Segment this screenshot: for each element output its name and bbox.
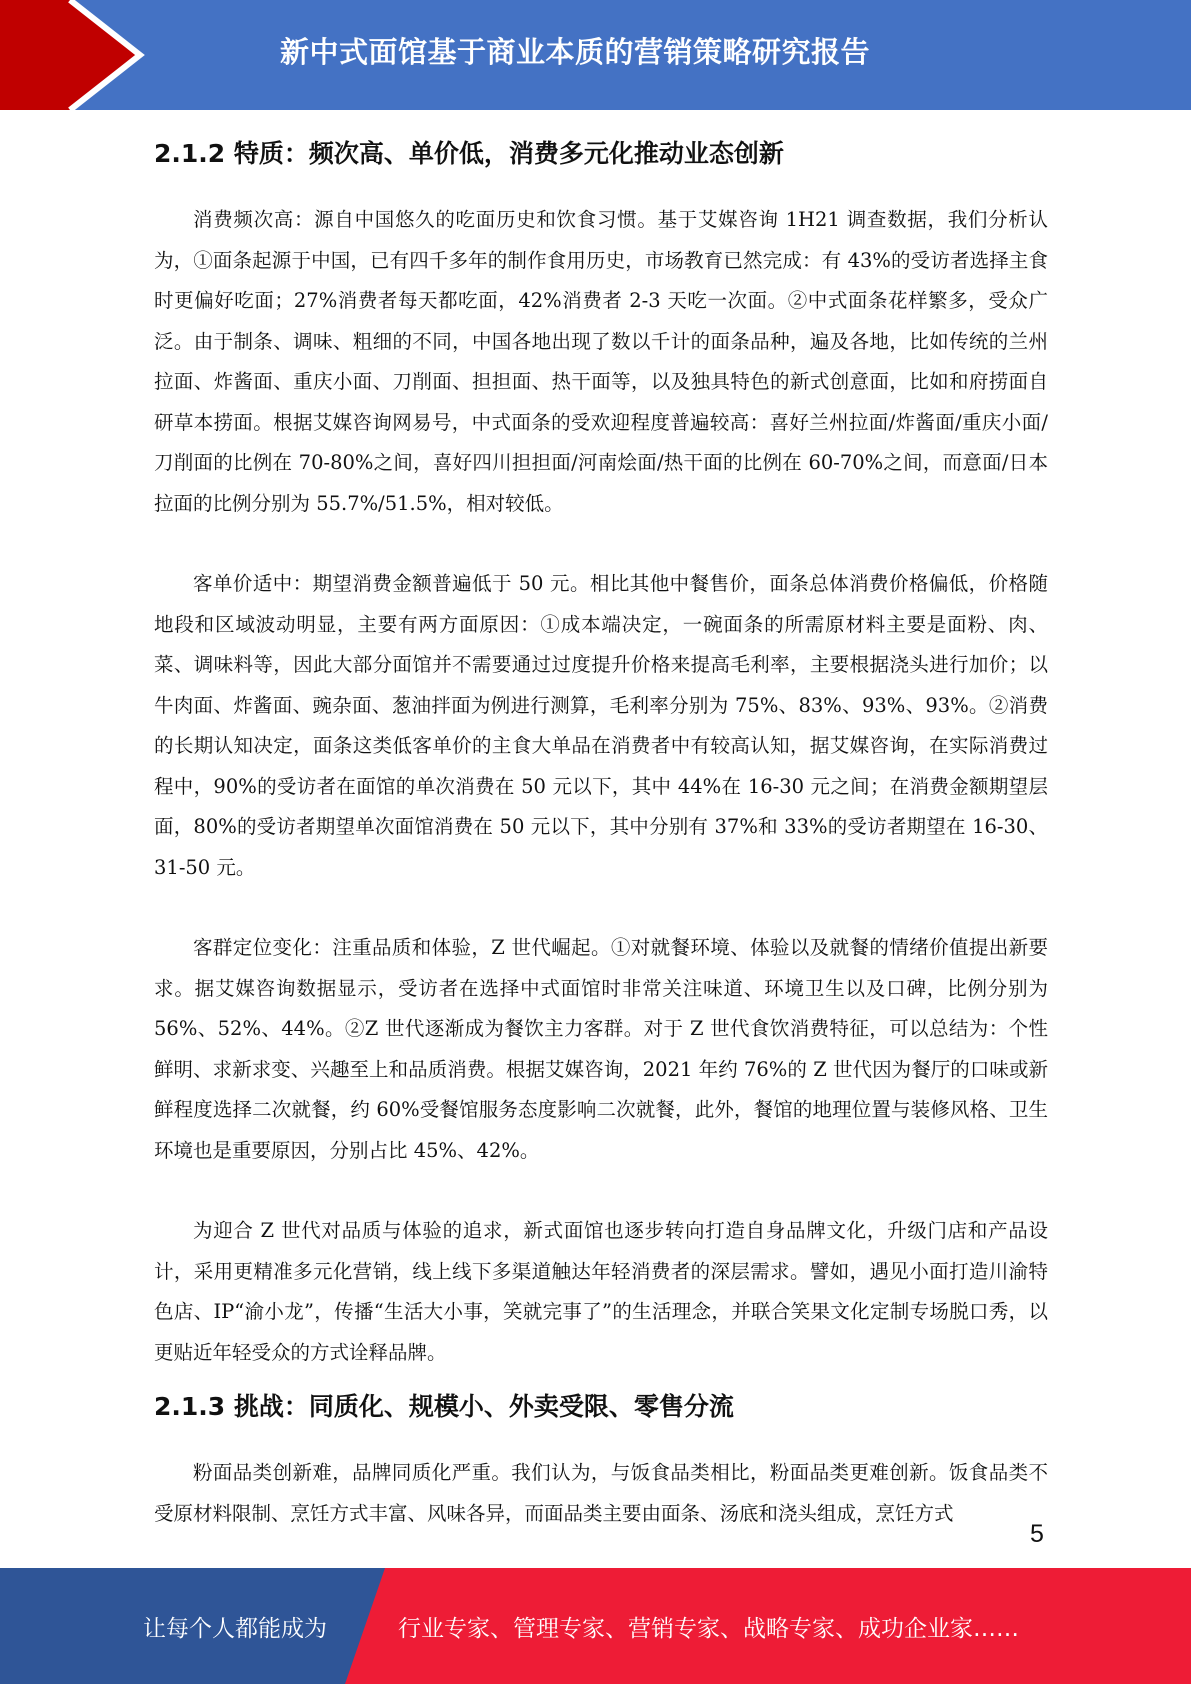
red-chevron-decoration <box>0 0 150 110</box>
page-header <box>0 0 1191 110</box>
page-number: 5 <box>1030 1520 1044 1548</box>
paragraph: 客单价适中：期望消费金额普遍低于 50 元。相比其他中餐售价，面条总体消费价格偏低，价格随地段和区域波动明显，主要有两方面原因：①成本端决定，一碗面条的所需原材料主要是面粉、肉、菜、调味料等，因此大部分面馆并不需要通过过度提升价格来提高毛利率，主要根据浇头进行加价；以牛肉面、炸酱面、豌杂面、葱油拌面为例进行测算，毛利率分别为 75%、83%、93%、93%。②消费的长期认知决定，面条这类低客单价的主食大单品在消费者中有较高认知，据艾媒咨询，在实际消费过程中，90%的受访者在面馆的单次消费在 50 元以下，其中 44%在 16-30 元之间；在消费金额期望层面，80%的受访者期望单次面馆消费在 50 元以下，其中分别有 37%和 33%的受访者期望在 16-30、31-50 元。 <box>154 572 1048 879</box>
paragraph: 为迎合 Z 世代对品质与体验的追求，新式面馆也逐步转向打造自身品牌文化，升级门店和产品设计，采用更精准多元化营销，线上线下多渠道触达年轻消费者的深层需求。譬如，遇见小面打造川渝特色店、IP“渝小龙”，传播“生活大小事，笑就完事了”的生活理念，并联合笑果文化定制专场脱口秀，以更贴近年轻受众的方式诠释品牌。 <box>154 1219 1048 1364</box>
section-heading: 2.1.3 挑战：同质化、规模小、外卖受限、零售分流 <box>154 1392 734 1421</box>
page-footer <box>0 1568 1191 1684</box>
document-body <box>154 128 1048 1574</box>
paragraph: 消费频次高：源自中国悠久的吃面历史和饮食习惯。基于艾媒咨询 1H21 调查数据，我们分析认为，①面条起源于中国，已有四千多年的制作食用历史，市场教育已然完成：有 43%的受访者选择主食时更偏好吃面；27%消费者每天都吃面，42%消费者 2-3 天吃一次面。②中式面条花样繁多，受众广泛。由于制条、调味、粗细的不同，中国各地出现了数以千计的面条品种，遍及各地，比如传统的兰州拉面、炸酱面、重庆小面、刀削面、担担面、热干面等，以及独具特色的新式创意面，比如和府捞面自研草本捞面。根据艾媒咨询网易号，中式面条的受欢迎程度普遍较高：喜好兰州拉面/炸酱面/重庆小面/刀削面的比例在 70-80%之间，喜好四川担担面/河南烩面/热干面的比例在 60-70%之间，而意面/日本拉面的比例分别为 55.7%/51.5%，相对较低。 <box>154 208 1048 515</box>
footer-slogan-left: 让每个人都能成为 <box>143 1616 327 1642</box>
report-title: 新中式面馆基于商业本质的营销策略研究报告 <box>280 35 871 69</box>
footer-slogan-right: 行业专家、管理专家、营销专家、战略专家、成功企业家…… <box>398 1616 1019 1642</box>
paragraph: 客群定位变化：注重品质和体验，Z 世代崛起。①对就餐环境、体验以及就餐的情绪价值提出新要求。据艾媒咨询数据显示，受访者在选择中式面馆时非常关注味道、环境卫生以及口碑，比例分别为 56%、52%、44%。②Z 世代逐渐成为餐饮主力客群。对于 Z 世代食饮消费特征，可以总结为：个性鲜明、求新求变、兴趣至上和品质消费。根据艾媒咨询，2021 年约 76%的 Z 世代因为餐厅的口味或新鲜程度选择二次就餐，约 60%受餐馆服务态度影响二次就餐，此外，餐馆的地理位置与装修风格、卫生环境也是重要原因，分别占比 45%、42%。 <box>154 936 1048 1162</box>
section-heading: 2.1.2 特质：频次高、单价低，消费多元化推动业态创新 <box>154 139 784 168</box>
paragraph: 粉面品类创新难，品牌同质化严重。我们认为，与饭食品类相比，粉面品类更难创新。饭食品类不受原材料限制、烹饪方式丰富、风味各异，而面品类主要由面条、汤底和浇头组成，烹饪方式 <box>154 1461 1048 1525</box>
